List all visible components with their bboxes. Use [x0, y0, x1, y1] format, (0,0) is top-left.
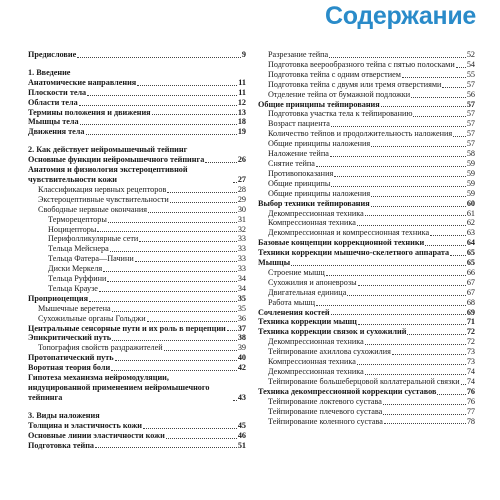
leader-dots: [86, 134, 237, 135]
toc-entry-title: Работа мышц: [268, 297, 316, 307]
toc-entry-title: Диски Меркеля: [48, 264, 103, 274]
toc-entry[interactable]: [28, 205, 246, 215]
toc-entry[interactable]: [28, 373, 246, 403]
leader-dots: [205, 162, 237, 163]
toc-entry[interactable]: [28, 215, 246, 225]
toc-entry-title: Подготовка участка тела к тейпированию: [268, 109, 413, 119]
toc-page-number: 40: [237, 353, 246, 363]
leader-dots: [316, 305, 466, 306]
toc-entry-title: Компрессионная техника: [268, 357, 356, 367]
toc-entry-title: Разрезание тейпа: [268, 50, 329, 59]
toc-entry[interactable]: [258, 80, 475, 90]
toc-page-number: 28: [237, 184, 246, 194]
toc-page-number: 54: [466, 59, 475, 69]
toc-entry-title: Сухожильные органы Гольджи: [38, 313, 146, 323]
toc-entry-title: Предисловие: [28, 50, 77, 59]
toc-page-number: 29: [237, 194, 246, 204]
toc-entry-title: Тейпирование коленного сустава: [268, 416, 383, 426]
toc-page-number: 73: [466, 347, 475, 357]
toc-entry-title: Движения тела: [28, 127, 85, 137]
toc-page-number: 59: [466, 178, 475, 188]
toc-entry-title: Техника коррекции мышц: [258, 317, 357, 327]
toc-page-number: 34: [237, 283, 246, 293]
leader-dots: [137, 85, 237, 86]
toc-entry[interactable]: [258, 268, 475, 278]
toc-entry-title: Снятие тейпа: [268, 158, 315, 168]
toc-entry-title: Техника декомпрессионной коррекции суставов: [258, 386, 437, 396]
toc-entry[interactable]: [258, 50, 475, 60]
leader-dots: [437, 394, 465, 395]
toc-entry-title: Выбор техники тейпирования: [258, 198, 370, 208]
leader-dots: [77, 57, 241, 58]
toc-entry[interactable]: [28, 165, 246, 185]
toc-page-number: 67: [466, 277, 475, 287]
toc-entry[interactable]: [258, 169, 475, 179]
toc-entry-title: Компрессионная техника: [268, 218, 356, 228]
toc-page-number: 59: [466, 168, 475, 178]
toc-page-number: 33: [237, 264, 246, 274]
chapter-heading: 2. Как действует нейромышечный тейпинг: [28, 145, 188, 155]
toc-page-number: 11: [238, 87, 246, 97]
leader-dots: [347, 295, 465, 296]
toc-entry[interactable]: [258, 70, 475, 80]
toc-page-number: 57: [466, 129, 475, 139]
toc-entry-title: Ноцицепторы: [48, 224, 97, 234]
toc-page-number: 39: [237, 343, 246, 353]
chapter-heading: 3. Виды наложения: [28, 410, 100, 420]
toc-entry[interactable]: [258, 258, 475, 268]
leader-dots: [111, 370, 237, 371]
leader-dots: [110, 251, 237, 252]
leader-dots: [233, 182, 237, 183]
leader-dots: [357, 364, 466, 365]
leader-dots: [148, 212, 237, 213]
leader-dots: [371, 196, 466, 197]
toc-entry[interactable]: [258, 109, 475, 119]
toc-page-number: 33: [237, 244, 246, 254]
leader-dots: [365, 344, 466, 345]
toc-entry-title: Мышцы: [258, 258, 291, 268]
toc-page-number: 34: [237, 274, 246, 284]
toc-page-number: 57: [466, 79, 475, 89]
toc-entry[interactable]: [258, 238, 475, 248]
leader-dots: [227, 330, 237, 331]
toc-entry[interactable]: [28, 343, 246, 353]
toc-entry[interactable]: [258, 298, 475, 308]
leader-dots: [143, 428, 237, 429]
toc-entry[interactable]: [28, 363, 246, 373]
toc-entry-title: Мышцы тела: [28, 117, 79, 127]
toc-entry-title: Тейпирование большеберцовой коллатеральной связки: [268, 376, 460, 386]
toc-entry-title: Противопоказания: [268, 168, 334, 178]
toc-entry[interactable]: [258, 129, 475, 139]
leader-dots: [326, 275, 466, 276]
toc-entry-title: Тельца Фатера—Пачини: [48, 254, 134, 264]
toc-entry[interactable]: [258, 100, 475, 110]
toc-entry[interactable]: [28, 50, 246, 60]
toc-entry-title: Общие принципы: [268, 178, 331, 188]
toc-page-number: 66: [466, 267, 475, 277]
leader-dots: [365, 374, 466, 375]
leader-dots: [357, 225, 466, 226]
toc-page-number: 76: [466, 396, 475, 406]
toc-entry[interactable]: [258, 387, 475, 397]
toc-entry-title: Декомпрессионная техника: [268, 337, 364, 347]
toc-page-number: 76: [466, 386, 475, 396]
toc-entry-title: Декомпрессионная техника: [268, 367, 364, 376]
leader-dots: [97, 231, 236, 232]
leader-dots: [442, 87, 465, 88]
toc-entry-title: Основные линии эластичности кожи: [28, 430, 165, 440]
toc-entry[interactable]: [28, 431, 246, 441]
toc-entry-title: Области тела: [28, 97, 78, 107]
toc-page-number: 38: [237, 333, 246, 343]
toc-entry[interactable]: [258, 367, 475, 377]
toc-page-number: 57: [466, 109, 475, 119]
toc-page-number: 56: [466, 89, 475, 99]
leader-dots: [383, 404, 466, 405]
toc-page-number: 77: [466, 406, 475, 416]
toc-entry-title: Общие принципы тейпирования: [258, 99, 380, 109]
toc-entry[interactable]: [258, 179, 475, 189]
toc-page-number: 35: [237, 303, 246, 313]
toc-entry[interactable]: [28, 117, 246, 127]
toc-page-number: 61: [466, 208, 475, 218]
toc-entry[interactable]: [258, 397, 475, 407]
toc-entry[interactable]: [258, 218, 475, 228]
toc-page-number: 58: [466, 149, 475, 159]
toc-page-number: 72: [466, 337, 475, 347]
leader-dots: [291, 265, 466, 266]
section-gap: [28, 137, 246, 145]
toc-entry-title: Возраст пациента: [268, 119, 330, 129]
toc-entry[interactable]: [258, 139, 475, 149]
toc-entry[interactable]: [28, 314, 246, 324]
toc-entry[interactable]: [28, 353, 246, 363]
leader-dots: [89, 301, 237, 302]
toc-page-number: 68: [466, 297, 475, 307]
leader-dots: [80, 124, 237, 125]
toc-entry-title: Центральные сенсорные пути и их роль в перцепции: [28, 323, 226, 333]
leader-dots: [115, 360, 237, 361]
toc-page-number: 51: [237, 440, 246, 450]
toc-page-number: 74: [466, 367, 475, 376]
toc-entry[interactable]: [28, 225, 246, 235]
toc-entry-title: Общие принципы наложения: [268, 188, 371, 198]
leader-dots: [331, 314, 466, 315]
toc-entry[interactable]: [28, 264, 246, 274]
toc-page-number: 13: [237, 107, 246, 117]
leader-dots: [461, 384, 466, 385]
toc-entry[interactable]: [28, 108, 246, 118]
toc-page-number: 11: [238, 77, 246, 87]
toc-entry-title: Базовые концепции коррекционной техники: [258, 238, 425, 248]
toc-entry[interactable]: [258, 159, 475, 169]
toc-column-right: [258, 50, 475, 426]
toc-entry-title: Декомпрессионная и компрессионная техника: [268, 228, 430, 238]
toc-entry-title: Тейпирование ахиллова сухожилия: [268, 347, 391, 357]
leader-dots: [413, 116, 465, 117]
toc-entry[interactable]: [258, 288, 475, 298]
section-gap: [28, 60, 246, 68]
leader-dots: [170, 202, 237, 203]
toc-page-number: 62: [466, 218, 475, 228]
toc-entry-title: Классификация нервных рецепторов: [38, 184, 167, 194]
toc-entry[interactable]: [258, 189, 475, 199]
toc-entry[interactable]: [28, 421, 246, 431]
toc-entry[interactable]: [258, 347, 475, 357]
leader-dots: [147, 321, 237, 322]
toc-entry[interactable]: [258, 199, 475, 209]
toc-entry[interactable]: [28, 155, 246, 165]
leader-dots: [411, 97, 466, 98]
toc-entry[interactable]: [28, 185, 246, 195]
toc-entry-title: Эпикритический путь: [28, 333, 112, 343]
toc-page-number: 42: [237, 363, 246, 373]
leader-dots: [430, 235, 466, 236]
toc-page-number: 57: [466, 139, 475, 149]
toc-entry-title: Терморецепторы: [48, 214, 107, 224]
toc-entry[interactable]: [28, 441, 246, 451]
toc-entry[interactable]: [258, 60, 475, 70]
toc-entry-title: Свободные нервные окончания: [38, 204, 148, 214]
toc-page-number: 74: [466, 376, 475, 386]
toc-entry-title: Протопатический путь: [28, 353, 114, 363]
toc-page-number: 9: [241, 50, 246, 59]
leader-dots: [453, 136, 466, 137]
leader-dots: [99, 291, 237, 292]
leader-dots: [95, 447, 237, 448]
toc-entry-title: Тельца Мейснера: [48, 244, 109, 254]
toc-page-number: 67: [466, 287, 475, 297]
leader-dots: [87, 95, 237, 96]
toc-entry-title: Тейпирование локтевого сустава: [268, 396, 382, 406]
toc-entry[interactable]: [28, 284, 246, 294]
toc-entry[interactable]: [258, 417, 475, 427]
toc-entry-title: Подготовка тейпа: [28, 440, 95, 450]
toc-page-number: 59: [466, 188, 475, 198]
leader-dots: [167, 192, 236, 193]
toc-entry-title: Тельца Руффини: [48, 274, 107, 284]
leader-dots: [139, 241, 237, 242]
toc-page-number: 55: [466, 69, 475, 79]
toc-page-number: 33: [237, 254, 246, 264]
toc-entry[interactable]: [28, 78, 246, 88]
leader-dots: [381, 106, 466, 107]
toc-entry-title: Подготовка тейпа с одним отверстием: [268, 69, 401, 79]
toc-page-number: 36: [237, 313, 246, 323]
toc-entry-title: Декомпрессионная техника: [268, 208, 364, 218]
toc-entry-title: Количество тейпов и продолжительность наложения: [268, 129, 453, 139]
leader-dots: [334, 176, 466, 177]
leader-dots: [108, 222, 237, 223]
toc-entry[interactable]: [28, 274, 246, 284]
toc-entry-title: Анатомические направления: [28, 77, 137, 87]
toc-page-number: 43: [237, 392, 246, 402]
toc-entry[interactable]: [28, 304, 246, 314]
toc-entry-title: Плоскости тела: [28, 87, 87, 97]
toc-page-number: 65: [466, 258, 475, 268]
leader-dots: [329, 57, 466, 58]
toc-page-number: 30: [237, 204, 246, 214]
toc-entry-title: Подготовка тейпа с двумя или тремя отверстиями: [268, 79, 442, 89]
toc-page-number: 46: [237, 430, 246, 440]
leader-dots: [112, 311, 237, 312]
toc-page-number: 52: [466, 50, 475, 59]
leader-dots: [425, 245, 466, 246]
toc-entry-title: Толщина и эластичность кожи: [28, 420, 142, 430]
toc-entry-title: Гипотеза механизма нейромодуляции, индуцированной применением нейромышечного тейпинга: [28, 373, 210, 402]
leader-dots: [135, 261, 237, 262]
toc-page-number: 18: [237, 117, 246, 127]
toc-entry[interactable]: [28, 88, 246, 98]
toc-page-number: 72: [466, 327, 475, 337]
toc-page-number: 27: [237, 174, 246, 184]
toc-entry-title: Топография свойств раздражителей: [38, 343, 163, 353]
leader-dots: [383, 414, 466, 415]
leader-dots: [371, 146, 466, 147]
leader-dots: [233, 400, 237, 401]
toc-entry[interactable]: [258, 337, 475, 347]
toc-entry-title: Двигательная единица: [268, 287, 347, 297]
leader-dots: [107, 281, 236, 282]
toc-entry[interactable]: [258, 209, 475, 219]
toc-entry[interactable]: [258, 119, 475, 129]
toc-page-number: 78: [466, 416, 475, 426]
leader-dots: [456, 67, 466, 68]
toc-page-number: 71: [466, 317, 475, 327]
toc-page-number: 35: [237, 293, 246, 303]
toc-page-number: 19: [237, 127, 246, 137]
toc-entry-title: Анатомия и физиология экстероцептивной чувствительности кожи: [28, 165, 188, 184]
toc-entry-title: Строение мышц: [268, 267, 325, 277]
toc-entry-title: Мышечные веретена: [38, 303, 111, 313]
toc-entry[interactable]: [258, 149, 475, 159]
toc-entry-title: Основные функции нейромышечного тейпинга: [28, 155, 205, 165]
toc-entry[interactable]: [28, 234, 246, 244]
section-gap: [28, 403, 246, 411]
leader-dots: [112, 340, 237, 341]
toc-entry-title: Подготовка веерообразного тейпа с пятью полосками: [268, 59, 455, 69]
toc-entry[interactable]: [258, 278, 475, 288]
toc-entry[interactable]: [258, 90, 475, 100]
toc-page-number: 73: [466, 357, 475, 367]
leader-dots: [330, 156, 466, 157]
leader-dots: [384, 423, 466, 424]
toc-entry[interactable]: [258, 377, 475, 387]
toc-entry[interactable]: [28, 333, 246, 343]
toc-entry-title: Экстероцептивные чувствительности: [38, 194, 169, 204]
toc-page-number: 37: [237, 323, 246, 333]
toc-entry-title: Сухожилия и апоневрозы: [268, 277, 357, 287]
toc-entry[interactable]: [258, 228, 475, 238]
toc-page-number: 45: [237, 420, 246, 430]
toc-entry[interactable]: [28, 294, 246, 304]
toc-entry-title: Наложение тейпа: [268, 149, 329, 159]
toc-entry[interactable]: [28, 127, 246, 137]
toc-page-number: 31: [237, 214, 246, 224]
leader-dots: [371, 206, 466, 207]
toc-entry-title: Техника коррекции связок и сухожилий: [258, 327, 407, 337]
toc-page-number: 57: [466, 119, 475, 129]
leader-dots: [331, 186, 465, 187]
toc-page-number: 60: [466, 198, 475, 208]
leader-dots: [152, 114, 237, 115]
leader-dots: [450, 255, 466, 256]
toc-entry[interactable]: [258, 317, 475, 327]
toc-page-number: 57: [466, 99, 475, 109]
toc-column-left: [28, 50, 246, 450]
leader-dots: [392, 354, 466, 355]
toc-page-number: 26: [237, 155, 246, 165]
toc-entry[interactable]: [258, 357, 475, 367]
toc-entry-title: Отделение тейпа от бумажной подложки: [268, 89, 411, 99]
toc-page-number: 59: [466, 158, 475, 168]
chapter-heading: 1. Введение: [28, 67, 71, 77]
toc-entry-title: Тейпирование плечевого сустава: [268, 406, 383, 416]
toc-entry[interactable]: [258, 327, 475, 337]
toc-page-number: 64: [466, 238, 475, 248]
toc-page-number: 32: [237, 224, 246, 234]
leader-dots: [316, 166, 466, 167]
toc-entry[interactable]: [258, 407, 475, 417]
leader-dots: [407, 334, 465, 335]
toc-entry[interactable]: [28, 98, 246, 108]
toc-page-number: 65: [466, 248, 475, 258]
toc-page-number: 63: [466, 228, 475, 238]
toc-entry-title: Воротная теория боли: [28, 363, 111, 373]
leader-dots: [365, 215, 466, 216]
leader-dots: [164, 350, 237, 351]
toc-entry[interactable]: [28, 244, 246, 254]
toc-entry[interactable]: [28, 324, 246, 334]
page-title: Содержание: [324, 2, 476, 30]
toc-entry[interactable]: [258, 308, 475, 318]
leader-dots: [358, 285, 466, 286]
toc-entry[interactable]: [28, 195, 246, 205]
toc-entry-title: Перифолликулярные сети: [48, 234, 139, 244]
toc-entry-title: Общие принципы наложения: [268, 139, 371, 149]
toc-entry-title: Сочленения костей: [258, 307, 330, 317]
toc-entry[interactable]: [258, 248, 475, 258]
toc-page-number: 33: [237, 234, 246, 244]
toc-entry-title: Техники коррекции мышечно-скелетного аппарата: [258, 248, 450, 258]
toc-page-number: 69: [466, 307, 475, 317]
leader-dots: [358, 324, 466, 325]
leader-dots: [402, 77, 466, 78]
leader-dots: [103, 271, 237, 272]
leader-dots: [79, 105, 237, 106]
toc-page-number: 12: [237, 97, 246, 107]
leader-dots: [331, 126, 466, 127]
toc-entry-title: Проприоцепция: [28, 293, 89, 303]
toc-entry-title: Термины положения и движения: [28, 107, 151, 117]
toc-entry[interactable]: [28, 254, 246, 264]
toc-entry-title: Тельца Краузе: [48, 283, 98, 293]
leader-dots: [166, 438, 237, 439]
